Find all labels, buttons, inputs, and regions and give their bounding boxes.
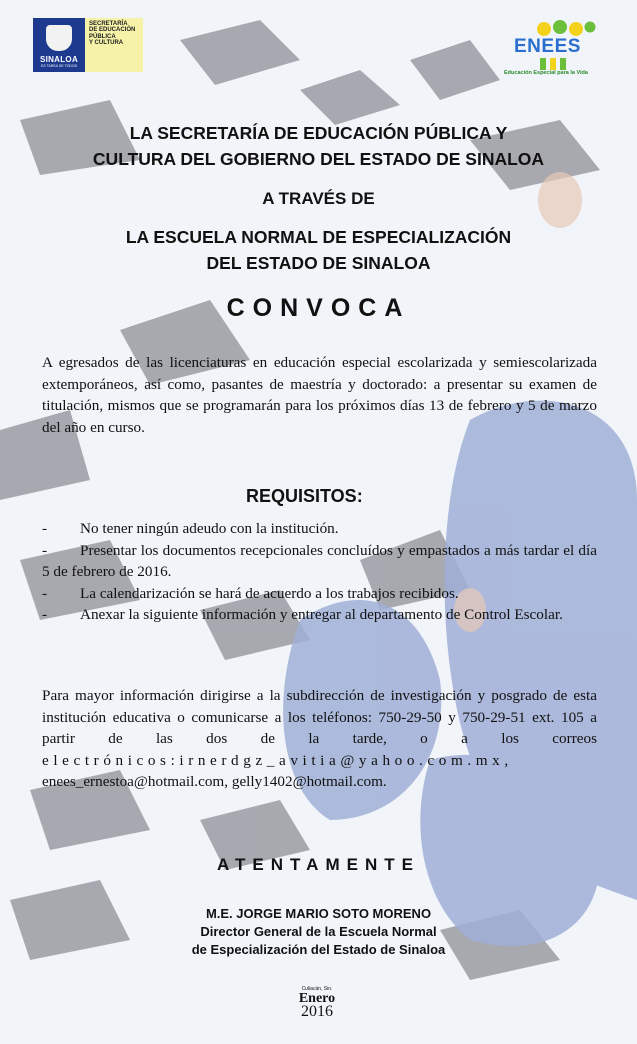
requisitos-list [42, 518, 597, 626]
through-heading: A TRAVÉS DE [262, 189, 375, 208]
sep-line: Y CULTURA [89, 39, 124, 46]
requisito-text: La calendarización se hará de acuerdo a los trabajos recibidos. [80, 584, 459, 602]
requisitos-title: REQUISITOS: [246, 486, 363, 506]
signer-role-1: Director General de la Escuela Normal [200, 924, 437, 939]
enees-wordmark: ENEES [514, 36, 581, 57]
date-month: Enero [298, 991, 336, 1006]
list-item: - Presentar los documentos recepcionales concluídos y empastados a más tardar el día 5 de febrero de 2016. [42, 541, 597, 580]
sinaloa-emblem [33, 18, 85, 72]
issuer-heading [0, 120, 637, 172]
school-heading [0, 224, 637, 276]
info-paragraph [42, 685, 597, 793]
enees-tagline: Educación Especial para la Vida [504, 70, 588, 76]
people-icon [538, 58, 568, 70]
sep-line: DE EDUCACIÓN [89, 27, 136, 34]
date-location: Culiacán, Sin. [301, 986, 333, 992]
sinaloa-tagline: ES TAREA DE TODOS [41, 64, 77, 68]
signature-block [0, 905, 637, 959]
email-2: enees_ernestoa@hotmail.com, gelly1402@hotmail.com. [42, 773, 387, 790]
sep-line: PÚBLICA [89, 33, 116, 40]
sep-line: SECRETARÍA [89, 21, 128, 27]
email-1: electrónicos:irnerdgz_avitia@yahoo.com.mx, [42, 751, 513, 769]
requisito-text: Presentar los documentos recepcionales concluídos y empastados a más tardar el día 5 de febrero de 2016. [42, 541, 597, 580]
issuer-line-1: LA SECRETARÍA DE EDUCACIÓN PÚBLICA Y [129, 123, 508, 143]
shield-icon [46, 25, 72, 51]
school-line-1: LA ESCUELA NORMAL DE ESPECIALIZACIÓN [125, 227, 512, 247]
requisito-text: No tener ningún adeudo con la institución. [80, 520, 339, 537]
atentamente-title: ATENTAMENTE [217, 855, 420, 874]
signer-name: M.E. JORGE MARIO SOTO MORENO [205, 906, 432, 921]
sinaloa-name: SINALOA [39, 55, 79, 64]
date-stamp [290, 986, 344, 1019]
list-item: - Anexar la siguiente información y entregar al departamento de Control Escolar. [42, 606, 563, 623]
sinaloa-logo [33, 18, 143, 72]
school-line-2: DEL ESTADO DE SINALOA [206, 253, 431, 273]
requisito-text: Anexar la siguiente información y entregar al departamento de Control Escolar. [80, 606, 563, 623]
intro-paragraph: A egresados de las licenciaturas en educación especial escolarizada y semiescolarizada extemporáneos, así como, pasantes de maestría y doctorado: a presentar su examen de titulación, mismos que se programarán para los próximos días 13 de febrero y 5 de marzo del año en curso. [42, 354, 597, 436]
sep-label [85, 18, 143, 72]
info-text: Para mayor información dirigirse a la subdirección de investigación y posgrado de esta institución educativa o comunicarse a los teléfonos: 750-29-50 y 750-29-51 ext. 105 a partir de las dos de la tarde, o a los correos [42, 687, 597, 747]
date-year: 2016 [301, 1003, 333, 1020]
signer-role-2: de Especialización del Estado de Sinaloa [191, 942, 446, 957]
list-item: - La calendarización se hará de acuerdo a los trabajos recibidos. [42, 584, 459, 602]
enees-logo [504, 18, 608, 80]
issuer-line-2: CULTURA DEL GOBIERNO DEL ESTADO DE SINALOA [92, 149, 545, 169]
convoca-title: CONVOCA [226, 294, 411, 322]
list-item: - No tener ningún adeudo con la institución. [42, 520, 339, 537]
